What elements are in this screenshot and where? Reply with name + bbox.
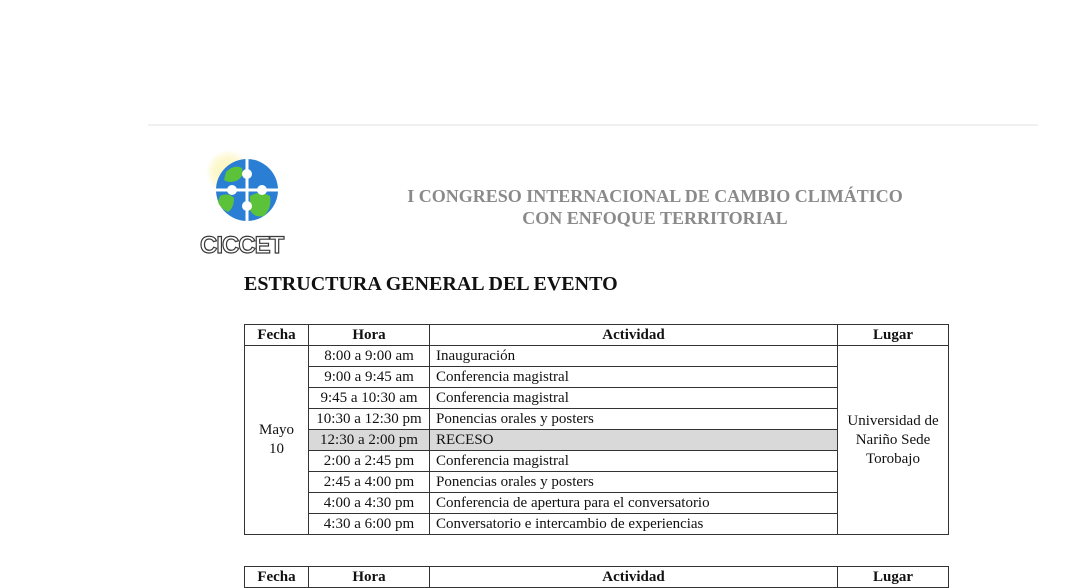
cell-hora: 2:45 a 4:00 pm — [309, 472, 430, 493]
ciccet-logo — [200, 150, 296, 265]
page-top-rule — [148, 124, 1038, 126]
cell-actividad: Conferencia magistral — [430, 367, 838, 388]
header-actividad: Actividad — [430, 325, 838, 346]
cell-fecha: Mayo 10 — [245, 346, 309, 535]
header-lugar: Lugar — [838, 567, 949, 588]
header-actividad: Actividad — [430, 567, 838, 588]
table-row — [245, 346, 949, 367]
cell-hora: 12:30 a 2:00 pm — [309, 430, 430, 451]
cell-actividad: Inauguración — [430, 346, 838, 367]
schedule-table-day-1 — [244, 324, 949, 535]
cell-hora: 10:30 a 12:30 pm — [309, 409, 430, 430]
cell-hora: 2:00 a 2:45 pm — [309, 451, 430, 472]
cell-actividad: Conferencia magistral — [430, 451, 838, 472]
cell-hora: 8:00 a 9:00 am — [309, 346, 430, 367]
globe-puzzle-icon — [200, 150, 296, 234]
title-line-1: I CONGRESO INTERNACIONAL DE CAMBIO CLIMÁTICO — [407, 186, 903, 206]
cell-actividad: Ponencias orales y posters — [430, 409, 838, 430]
cell-actividad: RECESO — [430, 430, 838, 451]
header-hora: Hora — [309, 325, 430, 346]
table-header-row — [245, 325, 949, 346]
cell-actividad: Conferencia de apertura para el conversatorio — [430, 493, 838, 514]
header-lugar: Lugar — [838, 325, 949, 346]
cell-actividad: Ponencias orales y posters — [430, 472, 838, 493]
header-hora: Hora — [309, 567, 430, 588]
schedule-table-day-2 — [244, 566, 949, 588]
table-header-row — [245, 567, 949, 588]
title-line-2: CON ENFOQUE TERRITORIAL — [522, 208, 788, 228]
section-title: ESTRUCTURA GENERAL DEL EVENTO — [244, 273, 618, 295]
cell-hora: 9:00 a 9:45 am — [309, 367, 430, 388]
header-fecha: Fecha — [245, 325, 309, 346]
cell-hora: 9:45 a 10:30 am — [309, 388, 430, 409]
logo-wordmark: CICCET — [200, 232, 284, 259]
cell-lugar: Universidad de Nariño Sede Torobajo — [838, 346, 949, 535]
cell-actividad: Conversatorio e intercambio de experiencias — [430, 514, 838, 535]
cell-hora: 4:00 a 4:30 pm — [309, 493, 430, 514]
header-fecha: Fecha — [245, 567, 309, 588]
cell-hora: 4:30 a 6:00 pm — [309, 514, 430, 535]
congress-title — [360, 185, 950, 229]
cell-actividad: Conferencia magistral — [430, 388, 838, 409]
